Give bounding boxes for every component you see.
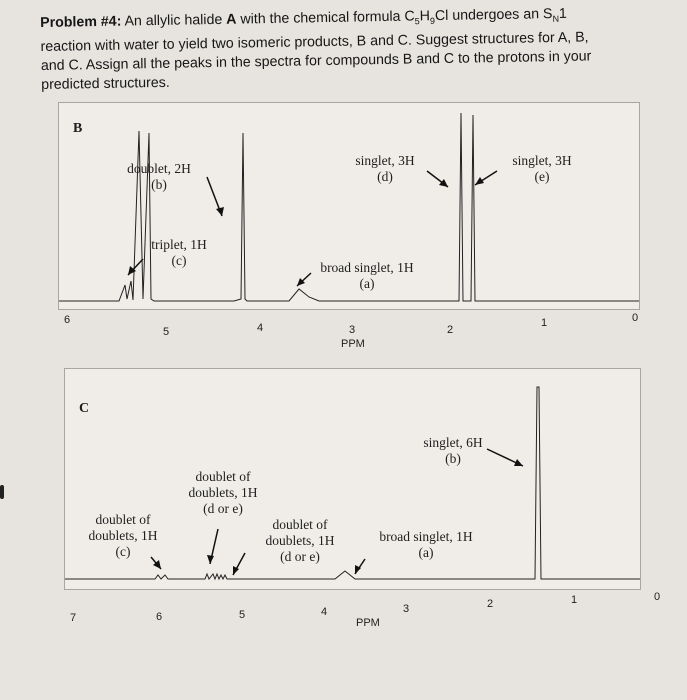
tick-c-2: 2 bbox=[487, 598, 494, 610]
problem-title: Problem #4: bbox=[40, 13, 122, 31]
peak-label-b-singlet-d: singlet, 3H (d) bbox=[355, 153, 415, 184]
tick-c-4: 4 bbox=[321, 606, 328, 618]
peak-label-b-doublet: doublet, 2H (b) bbox=[127, 161, 191, 192]
tick-b-3: 3 bbox=[349, 324, 356, 336]
compound-a: A bbox=[226, 11, 237, 28]
spectrum-c-panel bbox=[64, 368, 641, 590]
axis-unit-c: PPM bbox=[356, 617, 380, 629]
arrowhead bbox=[475, 177, 484, 185]
tick-c-7: 7 bbox=[70, 612, 77, 624]
peak-label-c-dd-de2: doublet of doublets, 1H (d or e) bbox=[265, 517, 335, 564]
problem-line-4: predicted structures. bbox=[41, 74, 170, 93]
peak-label-c-singlet-6h: singlet, 6H (b) bbox=[423, 435, 483, 466]
arrowhead bbox=[233, 566, 239, 575]
tick-b-1: 1 bbox=[541, 317, 548, 329]
tick-c-0: 0 bbox=[654, 591, 661, 603]
page-edge-marker bbox=[0, 485, 4, 499]
peak-label-b-triplet: triplet, 1H (c) bbox=[151, 237, 207, 268]
formula-subscript: 9 bbox=[429, 15, 436, 27]
tick-b-0: 0 bbox=[632, 312, 639, 324]
tick-c-1: 1 bbox=[571, 594, 578, 606]
axis-unit-b: PPM bbox=[341, 338, 365, 350]
peak-label-b-broad-singlet: broad singlet, 1H (a) bbox=[320, 260, 414, 291]
peak-label-b-singlet-e: singlet, 3H (e) bbox=[512, 153, 572, 184]
arrowhead bbox=[216, 207, 224, 216]
formula-h: H bbox=[419, 8, 431, 25]
spectrum-c-letter: C bbox=[79, 401, 90, 416]
spectrum-b-letter: B bbox=[73, 121, 83, 136]
tick-c-5: 5 bbox=[239, 609, 246, 621]
tick-c-3: 3 bbox=[403, 603, 410, 615]
problem-text: Cl undergoes an S bbox=[434, 6, 553, 25]
arrowhead bbox=[439, 179, 448, 187]
arrowhead bbox=[207, 555, 214, 564]
problem-text: An allylic halide bbox=[121, 11, 227, 30]
peak-label-c-dd-de1: doublet of doublets, 1H (d or e) bbox=[188, 469, 258, 516]
spectrum-b-panel bbox=[58, 102, 640, 310]
problem-line-3: and C. Assign all the peaks in the spectra for compounds B and C to the protons in your bbox=[40, 48, 592, 74]
tick-b-5: 5 bbox=[163, 326, 170, 338]
problem-text: 1 bbox=[558, 5, 567, 22]
tick-b-2: 2 bbox=[447, 324, 454, 336]
sn-subscript: N bbox=[552, 13, 560, 24]
tick-b-6: 6 bbox=[64, 314, 71, 326]
peak-label-c-broad-singlet: broad singlet, 1H (a) bbox=[379, 529, 473, 560]
problem-text: with the chemical formula C bbox=[236, 8, 415, 28]
peak-label-c-dd-c: doublet of doublets, 1H (c) bbox=[88, 512, 158, 559]
tick-c-6: 6 bbox=[156, 611, 163, 623]
problem-statement bbox=[40, 3, 656, 95]
tick-b-4: 4 bbox=[257, 322, 264, 334]
formula-subscript: 5 bbox=[414, 16, 420, 27]
problem-line-2: reaction with water to yield two isomeric products, B and C. Suggest structures for A, B, bbox=[40, 29, 589, 55]
